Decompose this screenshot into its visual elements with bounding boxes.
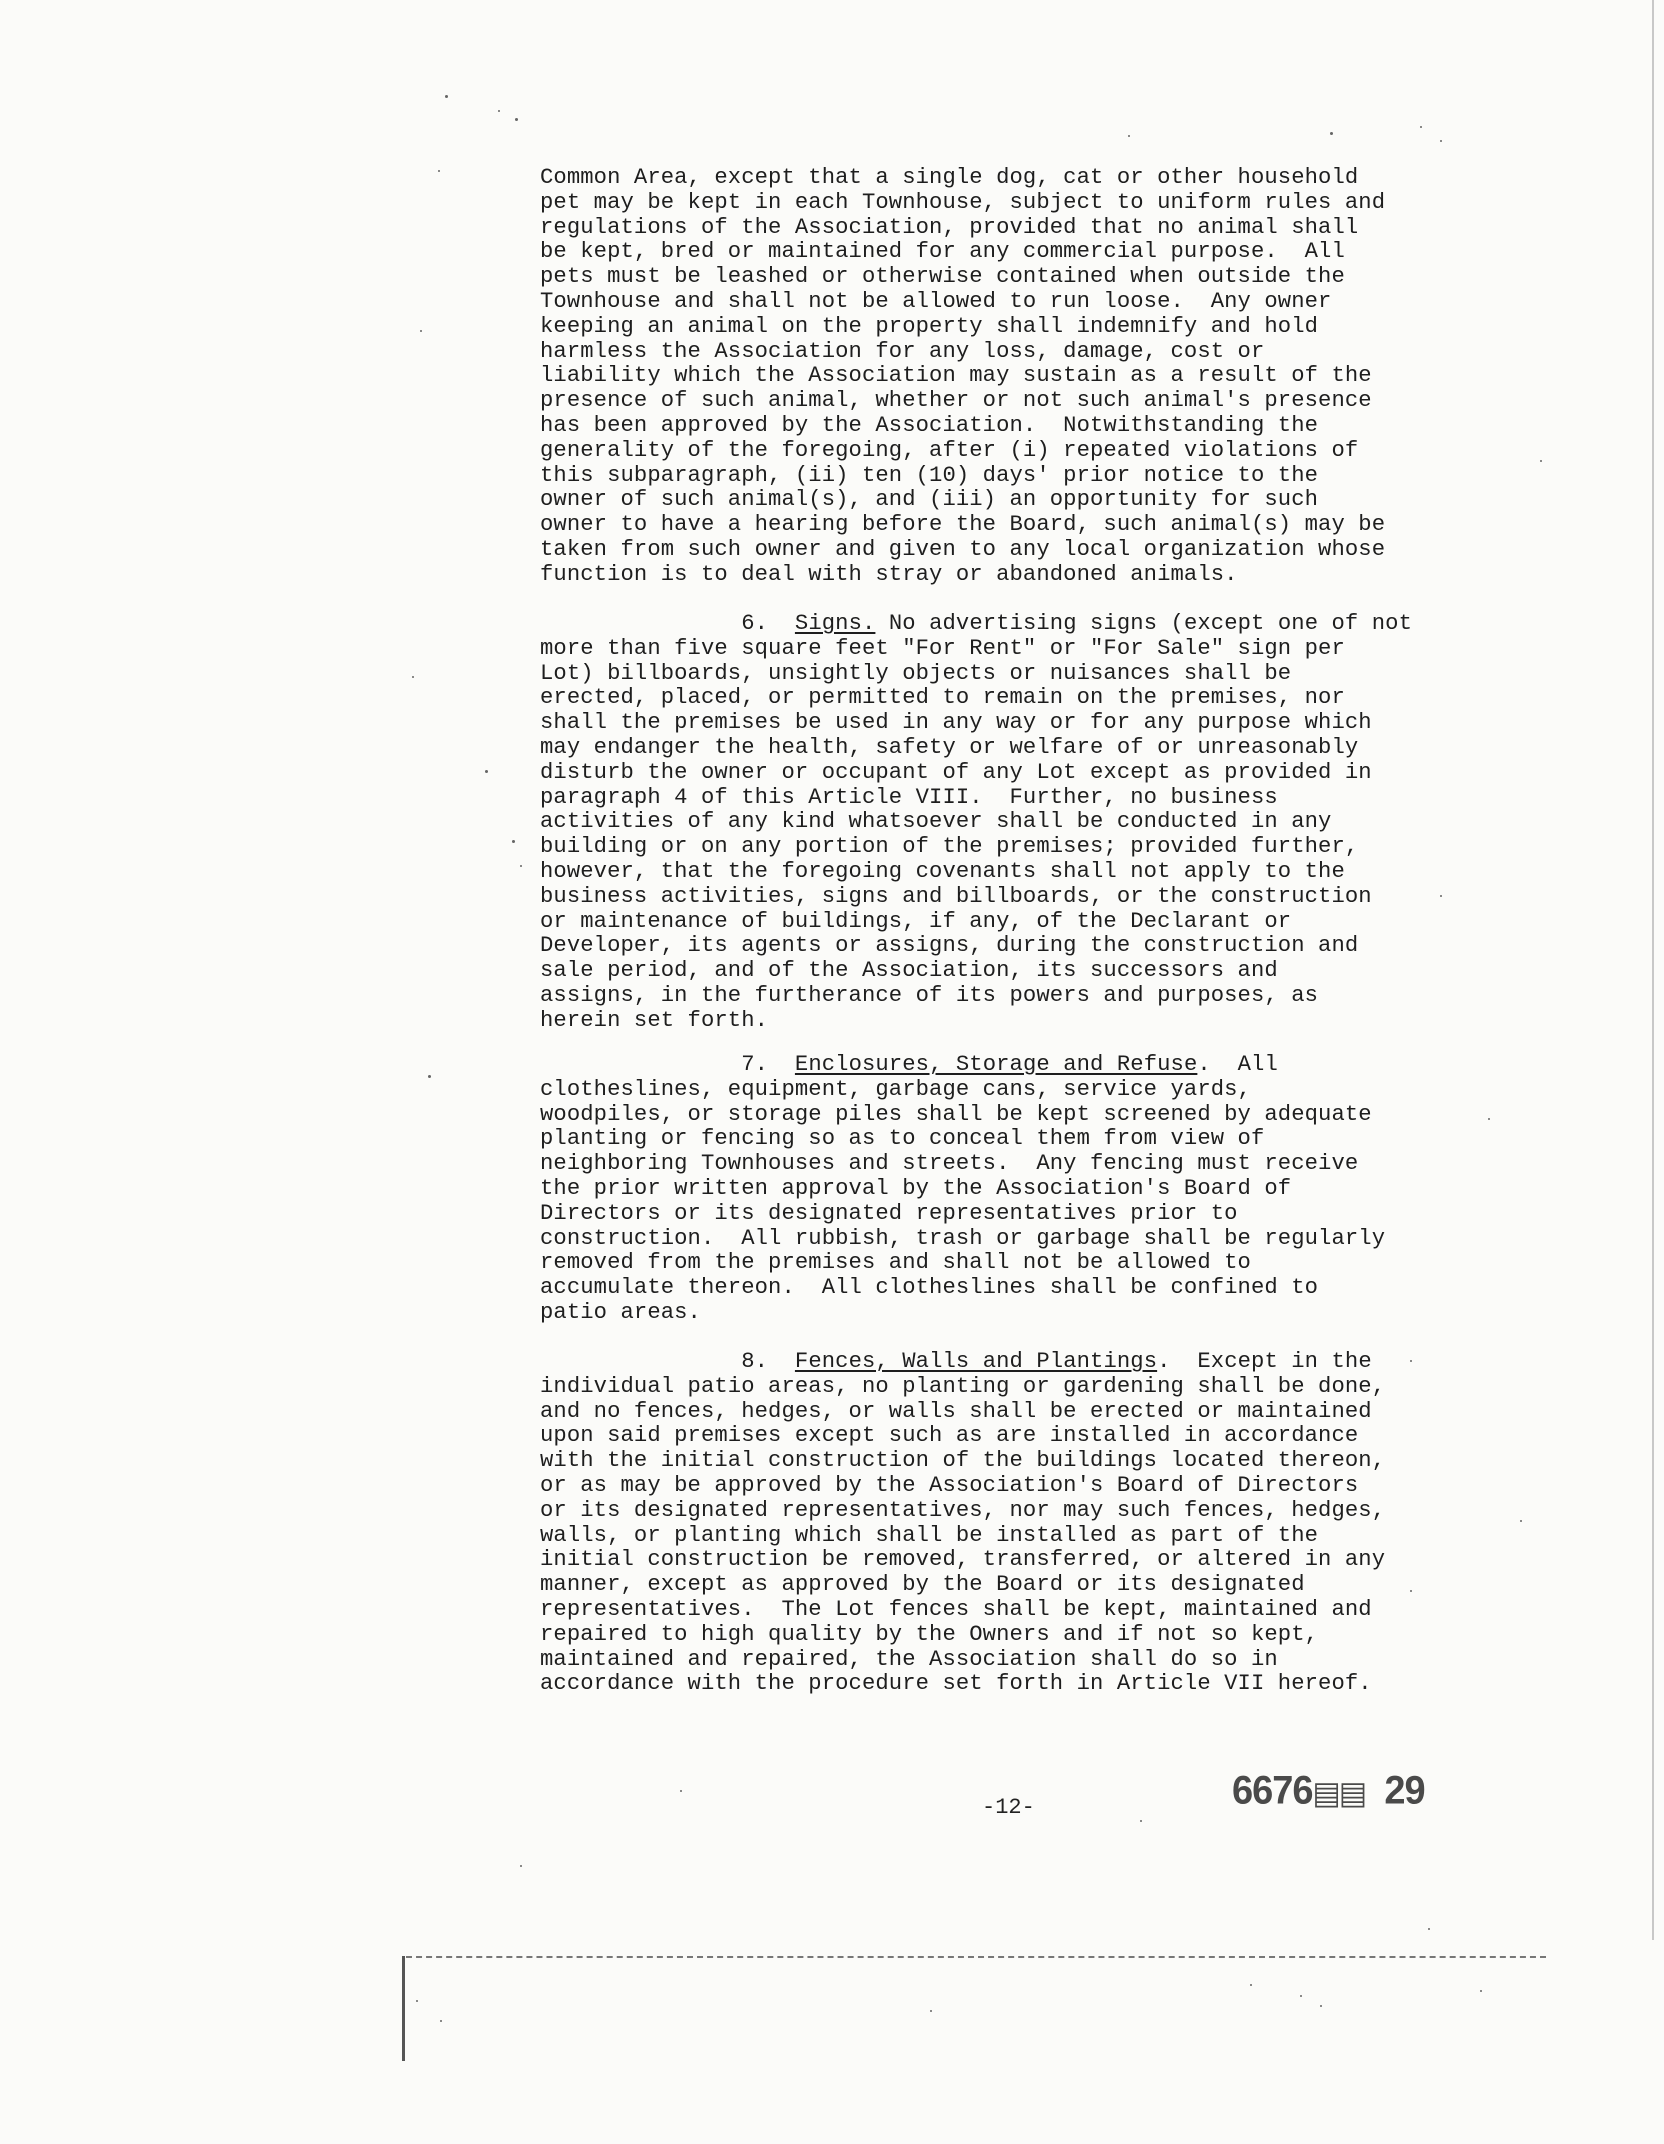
paragraph-8-first-line [540, 1350, 1470, 1375]
scan-speck [498, 110, 500, 112]
paragraph-line: disturb the owner or occupant of any Lot except as provided in [540, 759, 1372, 785]
paragraph-line: individual patio areas, no planting or gardening shall be done, [540, 1373, 1386, 1399]
book-number: 6676 [1232, 1768, 1313, 1814]
paragraph-line: shall the premises be used in any way or for any purpose which [540, 710, 1372, 736]
scan-speck [520, 865, 522, 867]
paragraph-line: initial construction be removed, transferred, or altered in any [540, 1547, 1386, 1573]
paragraph-line: liability which the Association may sustain as a result of the [540, 363, 1372, 389]
scan-speck [1410, 1590, 1412, 1592]
paragraph-line: manner, except as approved by the Board or its designated [540, 1572, 1305, 1598]
scan-speck [428, 1075, 431, 1078]
page-number: -12- [982, 1795, 1035, 1820]
paragraph-line: upon said premises except such as are installed in accordance [540, 1423, 1359, 1449]
scan-speck [1540, 460, 1542, 462]
stamp-page-number: 29 [1384, 1768, 1425, 1814]
paragraph-line: owner of such animal(s), and (iii) an opportunity for such [540, 487, 1319, 513]
paragraph-line: Common Area, except that a single dog, cat or other household [540, 165, 1359, 190]
scan-speck [1520, 1520, 1522, 1522]
paragraph-line: activities of any kind whatsoever shall be conducted in any [540, 809, 1332, 835]
paragraph-line: construction. All rubbish, trash or garbage shall be regularly [540, 1225, 1386, 1251]
scan-speck [1250, 1984, 1252, 1986]
paragraph-line: planting or fencing so as to conceal them from view of [540, 1126, 1265, 1152]
paragraph-line: patio areas. [540, 1299, 701, 1325]
paragraph-line: assigns, in the furtherance of its powers and purposes, as [540, 982, 1319, 1008]
paragraph-line: and no fences, hedges, or walls shall be erected or maintained [540, 1398, 1372, 1424]
scan-speck [1440, 140, 1442, 142]
paragraph-line: harmless the Association for any loss, damage, cost or [540, 338, 1265, 364]
scan-speck [520, 1865, 522, 1867]
paragraph-line: repaired to high quality by the Owners and if not so kept, [540, 1621, 1319, 1647]
paragraph-line: removed from the premises and shall not be allowed to [540, 1250, 1251, 1276]
paragraph-line: with the initial construction of the buildings located thereon, [540, 1448, 1386, 1474]
scan-speck [1410, 1360, 1412, 1362]
paragraph-line: keeping an animal on the property shall indemnify and hold [540, 313, 1319, 339]
paragraph-line: walls, or planting which shall be installed as part of the [540, 1522, 1319, 1548]
paragraph-line: Townhouse and shall not be allowed to run loose. Any owner [540, 288, 1332, 314]
paragraph-line: or its designated representatives, nor may such fences, hedges, [540, 1497, 1386, 1523]
paragraph-line: sale period, and of the Association, its successors and [540, 958, 1278, 984]
paragraph-line: accordance with the procedure set forth in Article VII hereof. [540, 1671, 1372, 1697]
paragraph-line: or maintenance of buildings, if any, of the Declarant or [540, 908, 1292, 934]
paragraph-7-first-line [540, 1053, 1470, 1078]
paragraph-line: owner to have a hearing before the Board, such animal(s) may be [540, 512, 1386, 538]
scan-speck [1440, 895, 1442, 897]
scan-speck [1488, 1118, 1490, 1120]
paragraph-line: however, that the foregoing covenants shall not apply to the [540, 858, 1345, 884]
paragraph-line: this subparagraph, (ii) ten (10) days' prior notice to the [540, 462, 1319, 488]
paragraph-line: regulations of the Association, provided that no animal shall [540, 214, 1359, 240]
scan-edge-bar [402, 1956, 405, 2061]
scan-speck [445, 95, 448, 98]
paragraph-5-continued [540, 166, 1470, 588]
paragraph-line: has been approved by the Association. Notwithstanding the [540, 412, 1319, 438]
scan-speck [512, 840, 515, 843]
paragraph-8-fences [540, 1350, 1470, 1697]
scan-speck [1140, 1820, 1142, 1822]
paragraph-line: business activities, signs and billboards, or the construction [540, 883, 1372, 909]
paragraph-6-first-line [540, 612, 1470, 637]
scan-speck [1420, 126, 1422, 128]
paragraph-line: paragraph 4 of this Article VIII. Further, no business [540, 784, 1278, 810]
paragraph-line: maintained and repaired, the Association shall do so in [540, 1646, 1278, 1672]
scan-speck [930, 2010, 932, 2012]
paragraph-line: presence of such animal, whether or not such animal's presence [540, 388, 1372, 414]
scan-edge [1652, 0, 1654, 1940]
scan-speck [412, 676, 414, 678]
scan-speck [1330, 132, 1333, 135]
scan-dashed-line [406, 1956, 1546, 1958]
paragraph-7-enclosures [540, 1053, 1470, 1326]
book-page-stamp: 6676▤▤ 29 [1232, 1768, 1425, 1814]
paragraph-8-heading: Fences, Walls and Plantings [794, 1349, 1158, 1374]
scan-speck [440, 2020, 442, 2022]
paragraph-line: representatives. The Lot fences shall be kept, maintained and [540, 1596, 1372, 1622]
scan-speck [1128, 135, 1130, 137]
scan-speck [1320, 2005, 1322, 2007]
scan-speck [1300, 1995, 1302, 1997]
paragraph-6-first-line-text: No advertising signs (except one of not [875, 611, 1413, 636]
paragraph-line: accumulate thereon. All clotheslines shall be confined to [540, 1275, 1319, 1301]
scan-speck [1428, 1928, 1430, 1930]
scan-speck [416, 2000, 418, 2002]
scan-artifact-strip [400, 1950, 1560, 2070]
paragraph-6-number: 6. [741, 611, 769, 636]
paragraph-line: woodpiles, or storage piles shall be kept screened by adequate [540, 1101, 1372, 1127]
paragraph-7-number: 7. [741, 1052, 769, 1077]
paragraph-line: the prior written approval by the Association's Board of [540, 1175, 1292, 1201]
paragraph-line: Directors or its designated representatives prior to [540, 1200, 1238, 1226]
paragraph-line: pets must be leashed or otherwise contained when outside the [540, 264, 1345, 290]
scan-speck [485, 770, 488, 773]
paragraph-line: Developer, its agents or assigns, during the construction and [540, 933, 1359, 959]
scan-speck [438, 170, 440, 172]
paragraph-line: erected, placed, or permitted to remain on the premises, nor [540, 685, 1345, 711]
paragraph-line: may endanger the health, safety or welfare of or unreasonably [540, 734, 1359, 760]
paragraph-line: herein set forth. [540, 1007, 769, 1033]
paragraph-line: pet may be kept in each Townhouse, subject to uniform rules and [540, 189, 1386, 215]
paragraph-6-heading: Signs. [794, 611, 876, 636]
paragraph-6-signs [540, 612, 1470, 1034]
scan-speck [680, 1790, 682, 1792]
paragraph-line: clotheslines, equipment, garbage cans, service yards, [540, 1076, 1251, 1102]
scan-speck [420, 330, 422, 332]
paragraph-line: building or on any portion of the premises; provided further, [540, 834, 1359, 860]
scan-speck [515, 118, 518, 121]
paragraph-line: taken from such owner and given to any local organization whose [540, 536, 1386, 562]
paragraph-line: be kept, bred or maintained for any commercial purpose. All [540, 239, 1345, 265]
paragraph-7-first-line-text: . All [1197, 1052, 1278, 1077]
scan-speck [1480, 1990, 1482, 1992]
paragraph-line: neighboring Townhouses and streets. Any fencing must receive [540, 1151, 1359, 1177]
paragraph-line: or as may be approved by the Association's Board of Directors [540, 1472, 1359, 1498]
paragraph-line: generality of the foregoing, after (i) repeated violations of [540, 437, 1359, 463]
paragraph-7-heading: Enclosures, Storage and Refuse [794, 1052, 1198, 1077]
paragraph-line: more than five square feet "For Rent" or "For Sale" sign per [540, 635, 1345, 661]
paragraph-8-number: 8. [741, 1349, 769, 1374]
paragraph-line: function is to deal with stray or abandoned animals. [540, 561, 1238, 587]
paragraph-8-first-line-text: . Except in the [1157, 1349, 1372, 1374]
paragraph-line: Lot) billboards, unsightly objects or nuisances shall be [540, 660, 1292, 686]
